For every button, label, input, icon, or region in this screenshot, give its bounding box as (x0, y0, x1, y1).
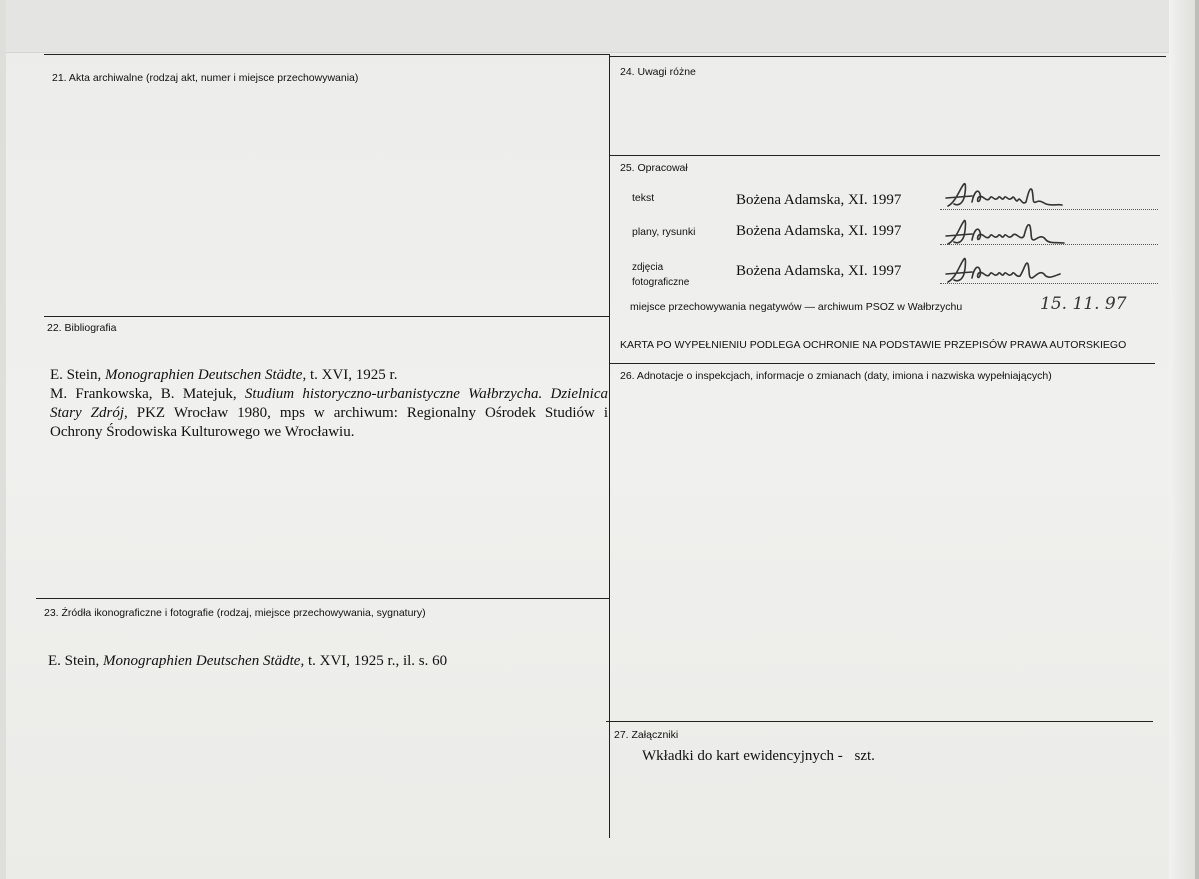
right-edge-shadow (1195, 0, 1199, 879)
bibliography-entry-cont: Ochrony Środowiska Kulturowego we Wrocławiu. (50, 424, 355, 440)
bib-rest: , PKZ Wrocław 1980, mps w archiwum: Regionalny Ośrodek Studiów i (124, 405, 609, 421)
ico-rest: , t. XVI, 1925 r., il. s. 60 (300, 653, 448, 669)
section-24-label: 24. Uwagi różne (620, 66, 696, 78)
prepared-key-text: tekst (632, 192, 655, 204)
signature-2 (942, 216, 1072, 250)
section-26-label: 26. Adnotacje o inspekcjach, informacje o zmianach (daty, imiona i nazwiska wypełniających) (620, 370, 1052, 382)
section-27-label: 27. Załączniki (614, 729, 679, 741)
section-25-label: 25. Opracował (620, 162, 688, 174)
prepared-key-plans: plany, rysunki (632, 226, 696, 238)
iconography-entry (48, 652, 588, 671)
rule-27 (606, 721, 1153, 722)
prepared-key-photos (632, 262, 689, 289)
section-22-label: 22. Bibliografia (47, 322, 117, 334)
rule-22 (44, 316, 610, 317)
copyright-notice: KARTA PO WYPEŁNIENIU PODLEGA OCHRONIE NA PODSTAWIE PRZEPISÓW PRAWA AUTORSKIEGO (620, 339, 1127, 351)
bibliography-block (50, 366, 608, 442)
section-23-label: 23. Źródła ikonograficzne i fotografie (rodzaj, miejsce przechowywania, sygnatury) (44, 607, 426, 619)
bib-title: Stary Zdrój (50, 405, 125, 421)
bibliography-entry (50, 366, 608, 385)
section-21-label: 21. Akta archiwalne (rodzaj akt, numer i miejsce przechowywania) (52, 72, 359, 84)
bib-title: Studium historyczno-urbanistyczne Wałbrzycha. Dzielnica (244, 386, 608, 402)
top-rule-right (610, 56, 1166, 57)
signature-3 (942, 254, 1072, 288)
rule-23 (36, 598, 610, 599)
ico-author: E. Stein, (48, 653, 103, 669)
top-margin-strip (6, 0, 1169, 53)
rule-26 (610, 363, 1155, 364)
attachments-text (642, 748, 875, 765)
bib-title: Monographien Deutschen Städte (105, 367, 303, 383)
negatives-location: miejsce przechowywania negatywów — archiwum PSOZ w Wałbrzychu (630, 301, 963, 313)
bib-author: M. Frankowska, B. Matejuk, (50, 386, 245, 402)
left-edge (0, 0, 6, 879)
signature-1 (942, 180, 1072, 214)
prepared-value-plans: Bożena Adamska, XI. 1997 (736, 223, 902, 239)
bib-author: E. Stein, (50, 367, 105, 383)
handwritten-date: 15. 11. 97 (1040, 294, 1127, 314)
prepared-key-photos-line2: fotograficzne (632, 277, 690, 288)
ico-title: Monographien Deutschen Städte (103, 653, 301, 669)
attachments-label: Wkładki do kart ewidencyjnych - (642, 748, 843, 764)
bibliography-entry-cont (50, 404, 608, 423)
bibliography-entry (50, 385, 608, 404)
bib-rest: , t. XVI, 1925 r. (302, 367, 398, 383)
prepared-value-text: Bożena Adamska, XI. 1997 (736, 192, 902, 208)
top-rule-left (44, 54, 610, 55)
prepared-key-photos-line1: zdjęcia (632, 262, 664, 273)
prepared-value-photos: Bożena Adamska, XI. 1997 (736, 263, 902, 279)
rule-25 (610, 155, 1160, 156)
attachments-unit: szt. (854, 748, 875, 764)
